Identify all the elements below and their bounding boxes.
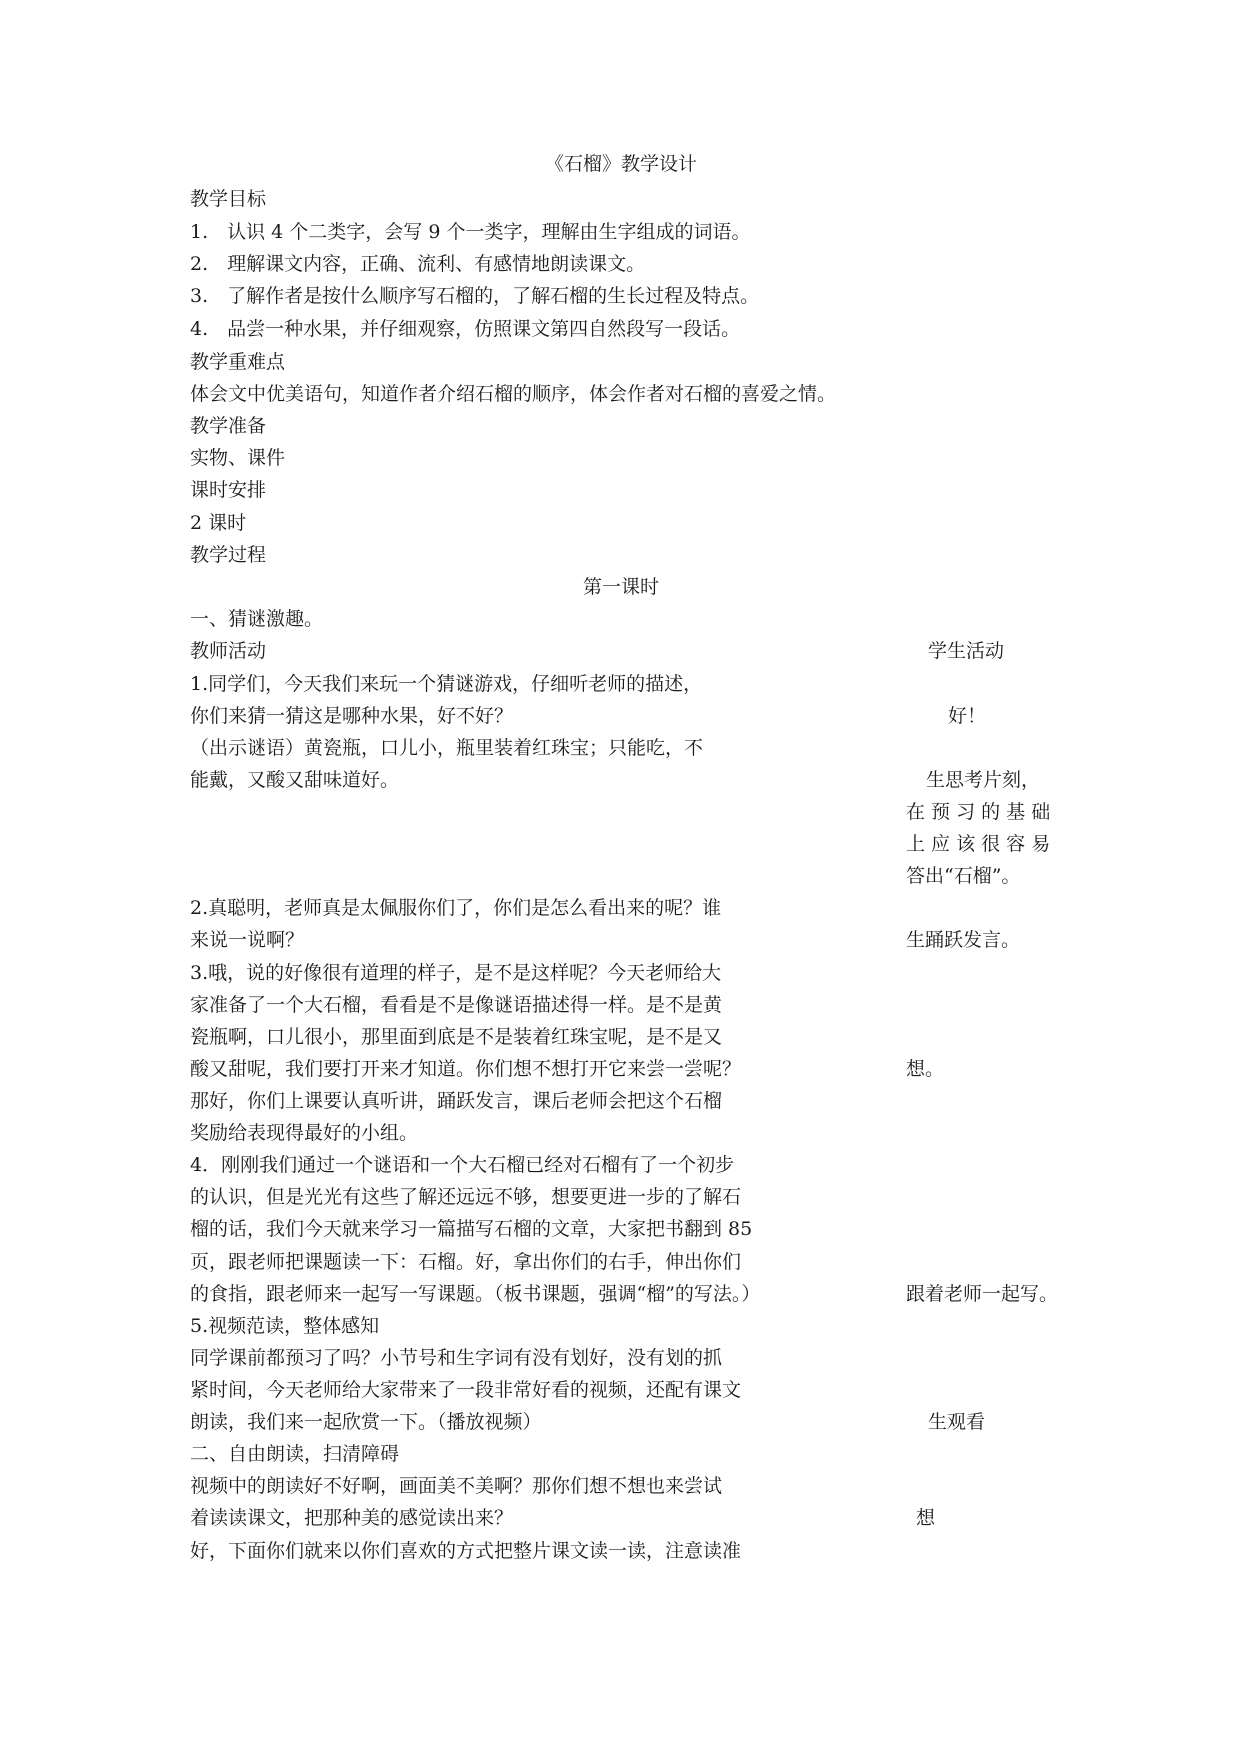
part1-heading: 一、猜谜激趣。 (190, 608, 324, 630)
teacher-line: 那好，你们上课要认真听讲，踊跃发言，课后老师会把这个石榴 (190, 1090, 723, 1112)
document-title: 《石榴》教学设计 (544, 153, 698, 175)
teacher-line: 你们来猜一猜这是哪种水果，好不好？ (190, 705, 514, 727)
teacher-line: 3.哦，说的好像很有道理的样子，是不是这样呢？今天老师给大 (190, 962, 722, 984)
part2-line: 好，下面你们就来以你们喜欢的方式把整片课文读一读，注意读准 (190, 1540, 742, 1562)
key-points-text: 体会文中优美语句，知道作者介绍石榴的顺序，体会作者对石榴的喜爱之情。 (190, 383, 837, 405)
teacher-line: 瓷瓶啊，口儿很小，那里面到底是不是装着红珠宝呢，是不是又 (190, 1026, 723, 1048)
student-line: 答出“石榴”。 (906, 865, 1021, 887)
student-line: 生思考片刻， (926, 769, 1041, 791)
teacher-line: 榴的话，我们今天就来学习一篇描写石榴的文章，大家把书翻到 85 (190, 1218, 753, 1240)
student-column-header: 学生活动 (928, 640, 1005, 662)
objectives-heading: 教学目标 (190, 188, 267, 210)
student-line: 在 预 习 的 基 础 (906, 801, 1051, 823)
student-line: 跟着老师一起写。 (906, 1283, 1059, 1305)
teacher-line: 4．刚刚我们通过一个谜语和一个大石榴已经对石榴有了一个初步 (190, 1154, 735, 1176)
teacher-line: 酸又甜呢，我们要打开来才知道。你们想不想打开它来尝一尝呢？ (190, 1058, 742, 1080)
process-heading: 教学过程 (190, 544, 267, 566)
part2-heading: 二、自由朗读，扫清障碍 (190, 1443, 400, 1465)
part2-student-line: 想 (916, 1507, 936, 1529)
teacher-line: 奖励给表现得最好的小组。 (190, 1122, 419, 1144)
teacher-line: 2.真聪明，老师真是太佩服你们了，你们是怎么看出来的呢？谁 (190, 897, 722, 919)
schedule-heading: 课时安排 (190, 479, 267, 501)
key-points-heading: 教学重难点 (190, 351, 286, 373)
lesson-title: 第一课时 (582, 576, 660, 598)
objective-item: 2. 理解课文内容，正确、流利、有感情地朗读课文。 (190, 253, 646, 275)
teacher-line: 朗读，我们来一起欣赏一下。（播放视频） (190, 1411, 542, 1433)
part2-line: 视频中的朗读好不好啊，画面美不美啊？那你们想不想也来尝试 (190, 1475, 723, 1497)
preparation-text: 实物、课件 (190, 447, 286, 469)
teacher-line: 家准备了一个大石榴，看看是不是像谜语描述得一样。是不是黄 (190, 994, 723, 1016)
preparation-heading: 教学准备 (190, 415, 267, 437)
student-line: 生观看 (928, 1411, 986, 1433)
student-line: 想。 (906, 1058, 945, 1080)
teacher-line: 来说一说啊？ (190, 929, 305, 951)
student-line: 生踊跃发言。 (906, 929, 1021, 951)
student-line: 上 应 该 很 容 易 (906, 833, 1051, 855)
student-line: 好！ (948, 705, 987, 727)
teacher-line: 同学课前都预习了吗？小节号和生字词有没有划好，没有划的抓 (190, 1347, 723, 1369)
objective-item: 3. 了解作者是按什么顺序写石榴的，了解石榴的生长过程及特点。 (190, 285, 760, 307)
objective-item: 4. 品尝一种水果，并仔细观察，仿照课文第四自然段写一段话。 (190, 318, 741, 340)
teacher-line: 的认识，但是光光有这些了解还远远不够，想要更进一步的了解石 (190, 1186, 742, 1208)
teacher-line: 的食指，跟老师来一起写一写课题。（板书课题，强调“榴”的写法。） (190, 1283, 761, 1305)
part2-line: 着读读课文，把那种美的感觉读出来？ (190, 1507, 514, 1529)
teacher-line: 5.视频范读，整体感知 (190, 1315, 380, 1337)
teacher-column-header: 教师活动 (190, 640, 267, 662)
teacher-line: 页，跟老师把课题读一下：石榴。好，拿出你们的右手，伸出你们 (190, 1251, 742, 1273)
teacher-line: （出示谜语）黄瓷瓶，口儿小，瓶里装着红珠宝；只能吃，不 (190, 737, 704, 759)
teacher-line: 紧时间，今天老师给大家带来了一段非常好看的视频，还配有课文 (190, 1379, 742, 1401)
schedule-text: 2 课时 (190, 512, 247, 534)
objective-item: 1. 认识 4 个二类字，会写 9 个一类字，理解由生字组成的词语。 (190, 221, 751, 243)
teacher-line: 能戴，又酸又甜味道好。 (190, 769, 400, 791)
teacher-line: 1.同学们，今天我们来玩一个猜谜游戏，仔细听老师的描述， (190, 673, 703, 695)
